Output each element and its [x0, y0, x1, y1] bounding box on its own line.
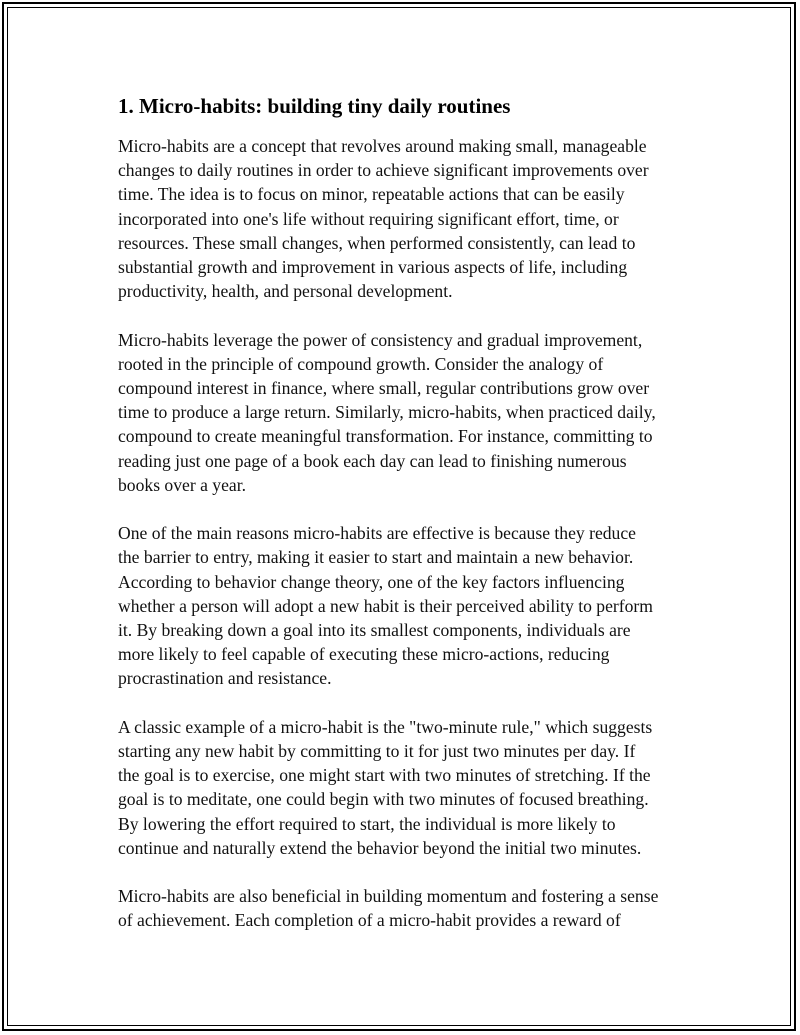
paragraph-line: resources. These small changes, when performed consistently, can lead to [118, 232, 636, 253]
paragraph-line: time to produce a large return. Similarly, micro-habits, when practiced daily, [118, 402, 656, 423]
paragraph-line: According to behavior change theory, one of the key factors influencing [118, 571, 625, 592]
paragraph-line: incorporated into one's life without requiring significant effort, time, or [118, 208, 619, 229]
paragraph-line: compound to create meaningful transformation. For instance, committing to [118, 426, 653, 447]
paragraph-line: it. By breaking down a goal into its smallest components, individuals are [118, 620, 631, 641]
paragraph-line: substantial growth and improvement in various aspects of life, including [118, 257, 628, 278]
paragraph-2 [118, 328, 698, 497]
paragraph-line: of achievement. Each completion of a micro-habit provides a reward of [118, 910, 621, 931]
paragraph-line: goal is to meditate, one could begin with two minutes of focused breathing. [118, 789, 649, 810]
paragraph-line: the goal is to exercise, one might start with two minutes of stretching. If the [118, 765, 651, 786]
paragraph-line: procrastination and resistance. [118, 668, 332, 689]
paragraph-1 [118, 134, 698, 303]
paragraph-line: time. The idea is to focus on minor, repeatable actions that can be easily [118, 184, 625, 205]
paragraph-line: rooted in the principle of compound growth. Consider the analogy of [118, 353, 604, 374]
paragraph-line: Micro-habits are also beneficial in building momentum and fostering a sense [118, 886, 659, 907]
paragraph-5 [118, 884, 698, 932]
paragraph-line: starting any new habit by committing to it for just two minutes per day. If [118, 741, 636, 762]
paragraph-line: productivity, health, and personal development. [118, 281, 453, 302]
paragraph-line: A classic example of a micro-habit is the "two-minute rule," which suggests [118, 716, 653, 737]
section-heading: 1. Micro-habits: building tiny daily routines [118, 94, 511, 118]
paragraph-line: more likely to feel capable of executing these micro-actions, reducing [118, 644, 610, 665]
paragraph-line: whether a person will adopt a new habit is their perceived ability to perform [118, 595, 653, 616]
paragraph-line: the barrier to entry, making it easier to start and maintain a new behavior. [118, 547, 634, 568]
paragraph-line: Micro-habits leverage the power of consistency and gradual improvement, [118, 329, 643, 350]
document-body [118, 93, 698, 957]
paragraph-line: changes to daily routines in order to achieve significant improvements over [118, 160, 649, 181]
paragraph-line: continue and naturally extend the behavior beyond the initial two minutes. [118, 837, 642, 858]
paragraph-line: By lowering the effort required to start, the individual is more likely to [118, 813, 616, 834]
paragraph-line: One of the main reasons micro-habits are effective is because they reduce [118, 523, 636, 544]
paragraph-line: reading just one page of a book each day can lead to finishing numerous [118, 450, 627, 471]
paragraph-4 [118, 715, 698, 860]
paragraph-line: Micro-habits are a concept that revolves around making small, manageable [118, 136, 647, 156]
paragraph-3 [118, 521, 698, 690]
paragraph-line: compound interest in finance, where small, regular contributions grow over [118, 378, 650, 399]
paragraph-line: books over a year. [118, 474, 247, 495]
